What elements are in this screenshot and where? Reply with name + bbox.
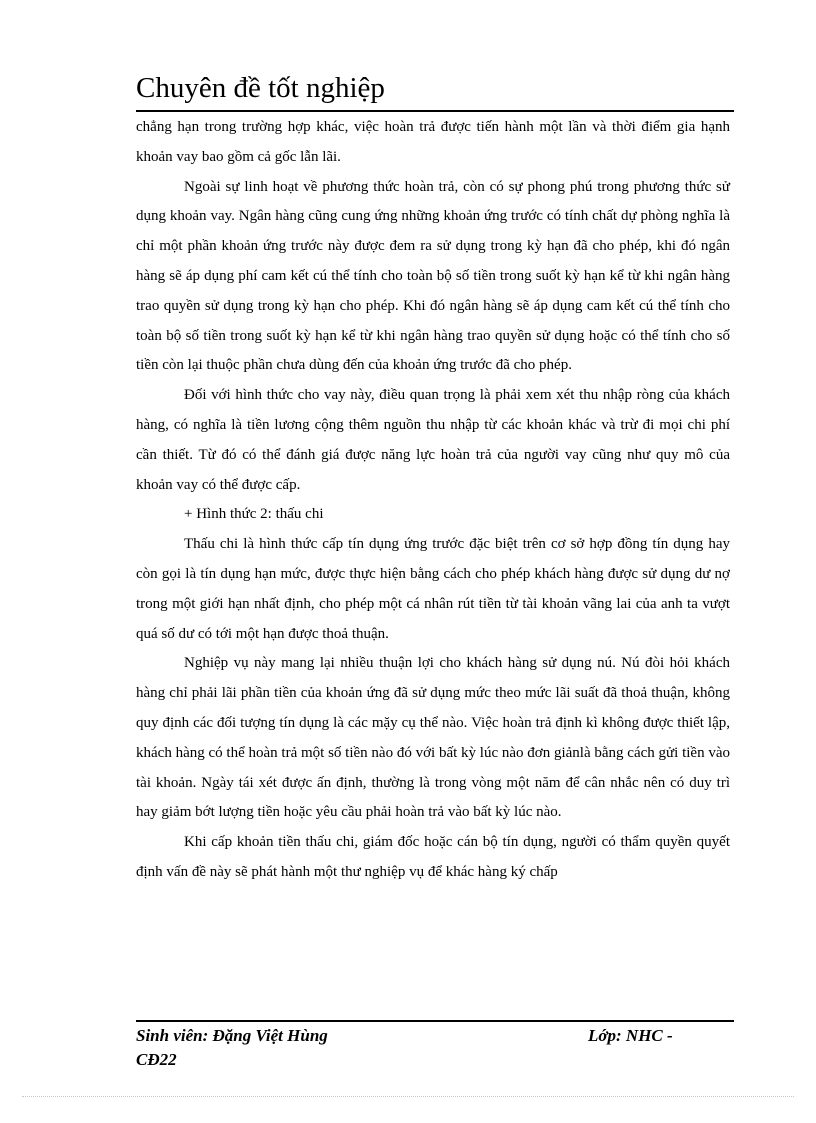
paragraph-5: Thấu chi là hình thức cấp tín dụng ứng trước đặc biệt trên cơ sở hợp đồng tín dụng hay còn gọi là tín dụng hạn mức, được thực hiện bằng cách cho phép khách hàng được sử dụng dư nợ trong một giới hạn nhất định, cho phép một cá nhân rút tiền từ tài khoản vãng lai của anh ta vượt quá số dư có tới một hạn được thoả thuận. [136,536,730,642]
paragraph-7: Khi cấp khoản tiền thấu chi, giám đốc hoặc cán bộ tín dụng, người có thẩm quyền quyết định vấn đề này sẽ phát hành một thư nghiệp vụ để khác hàng ký chấp [136,834,730,880]
paragraph-3: Đối với hình thức cho vay này, điều quan trọng là phải xem xét thu nhập ròng của khách hàng, có nghĩa là tiền lương cộng thêm nguồn thu nhập từ các khoản khác và trừ đi mọi chi phí cần thiết. Từ đó có thể đánh giá được năng lực hoàn trả của người vay cũng như quy mô của khoản vay có thể được cấp. [136,387,730,493]
document-body [136,113,730,888]
paragraph-2: Ngoài sự linh hoạt về phương thức hoàn trả, còn có sự phong phú trong phương thức sử dụng khoản vay. Ngân hàng cũng cung ứng những khoản ứng trước có tính chất dự phòng nghĩa là chỉ một phần khoản ứng trước này được đem ra sử dụng trong kỳ hạn đã cho phép, khi đó ngân hàng sẽ áp dụng phí cam kết cú thể tính cho toàn bộ số tiền trong suốt kỳ hạn kể từ khi ngân hàng trao quyền sử dụng trong kỳ hạn cho phép. Khi đó ngân hàng sẽ áp dụng cam kết cú thể tính cho toàn bộ số tiền trong suốt kỳ hạn kể từ khi ngân hàng trao quyền sử dụng hoặc có thể tính cho số tiền còn lại thuộc phần chưa dùng đến của khoản ứng trước đã cho phép. [136,178,730,374]
footer-student-name: Sinh viên: Đặng Việt Hùng [136,1026,328,1045]
page-header-title: Chuyên đề tốt nghiệp [136,72,385,104]
page-bottom-edge [22,1096,794,1097]
footer-class: Lớp: NHC - [588,1026,673,1045]
paragraph-6: Nghiệp vụ này mang lại nhiều thuận lợi cho khách hàng sử dụng nú. Nú đòi hỏi khách hàng chỉ phải lãi phần tiền của khoản ứng đã sử dụng mức theo mức lãi suất đã thoả thuận, không quy định các đối tượng tín dụng là các mặy cụ thể nào. Việc hoàn trả định kì không được thiết lập, khách hàng có thể hoàn trả một số tiền nào đó với bất kỳ lúc nào đơn giảnlà bằng cách gửi tiền vào tài khoản. Ngày tái xét được ấn định, thường là trong vòng một năm để cân nhắc nên có duy trì hay giảm bớt lượng tiền hoặc yêu cầu phải hoàn trả vào bất kỳ lúc nào. [136,655,730,821]
paragraph-1: chẳng hạn trong trường hợp khác, việc hoàn trả được tiến hành một lần và thời điểm gia hạnh khoản vay bao gồm cả gốc lẫn lãi. [136,119,730,165]
footer-divider [136,1020,734,1022]
header-divider [136,110,734,112]
footer-class-suffix: CĐ22 [136,1050,177,1069]
footer-student [136,1024,396,1072]
section-heading-overdraft: + Hình thức 2: thấu chi [184,506,324,523]
